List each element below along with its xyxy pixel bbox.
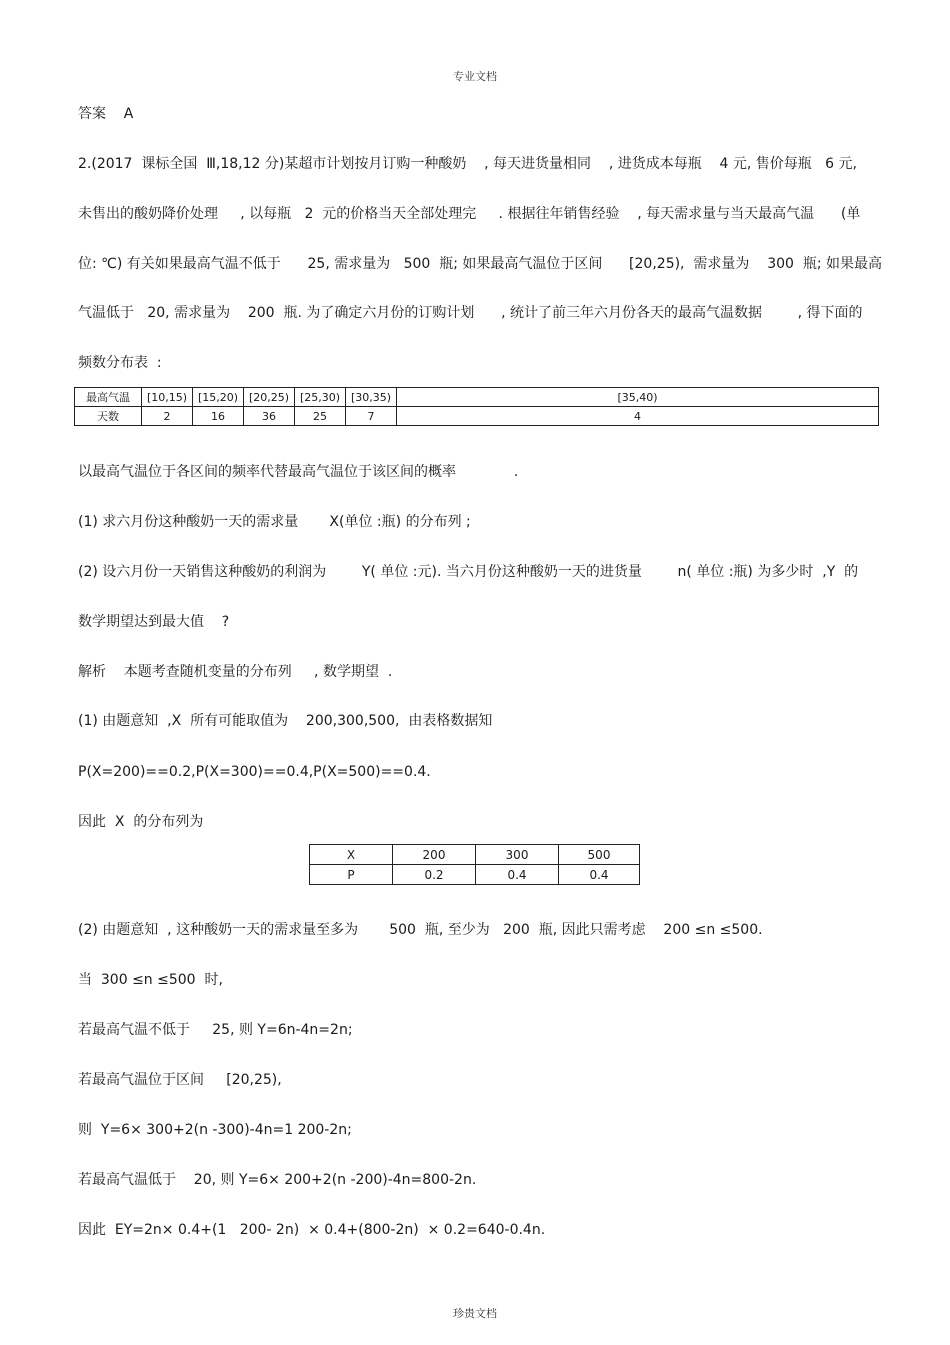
solution-line: P(X=200)==0.2,P(X=300)==0.4,P(X=500)==0.4.: [78, 764, 431, 780]
page-header: 专业文档: [453, 70, 497, 83]
solution-line: 因此 EY=2n× 0.4+(1 200- 2n) × 0.4+(800-2n) × 0.2=640-0.4n.: [78, 1222, 546, 1238]
solution-line: 当 300 ≤n ≤500 时,: [78, 972, 223, 988]
table-cell: X: [310, 845, 393, 865]
table-row: [75, 407, 879, 426]
solution-line: 若最高气温低于 20, 则 Y=6× 200+2(n -200)-4n=800-2n.: [78, 1172, 477, 1188]
solution-line: 若最高气温位于区间 [20,25),: [78, 1072, 282, 1088]
solution-line: (2) 由题意知 , 这种酸奶一天的需求量至多为 500 瓶, 至少为 200 瓶, 因此只需考虑 200 ≤n ≤500.: [78, 922, 763, 938]
table-row: [75, 388, 879, 407]
table-cell: 天数: [75, 407, 142, 426]
distribution-table: [309, 844, 640, 885]
solution-line: 若最高气温不低于 25, 则 Y=6n-4n=2n;: [78, 1022, 353, 1038]
question-2-line-1: (2) 设六月份一天销售这种酸奶的利润为 Y( 单位 :元). 当六月份这种酸奶一天的进货量 n( 单位 :瓶) 为多少时 ,Y 的: [78, 564, 859, 580]
solution-line: 则 Y=6× 300+2(n -300)-4n=1 200-2n;: [78, 1122, 352, 1138]
problem-line-5: 频数分布表 :: [78, 355, 162, 371]
table-cell: [25,30): [295, 388, 346, 407]
analysis-heading: 解析 本题考查随机变量的分布列 , 数学期望 .: [78, 664, 393, 680]
table-row: [310, 845, 640, 865]
table-cell: 0.4: [476, 865, 559, 885]
problem-line-4: 气温低于 20, 需求量为 200 瓶. 为了确定六月份的订购计划 , 统计了前三年六月份各天的最高气温数据 , 得下面的: [78, 305, 863, 321]
table-cell: 最高气温: [75, 388, 142, 407]
table-cell: 0.2: [393, 865, 476, 885]
table-cell: 25: [295, 407, 346, 426]
table-cell: [10,15): [142, 388, 193, 407]
text-line: 以最高气温位于各区间的频率代替最高气温位于该区间的概率 .: [78, 464, 519, 480]
solution-line: (1) 由题意知 ,X 所有可能取值为 200,300,500, 由表格数据知: [78, 713, 493, 729]
table-cell: 36: [244, 407, 295, 426]
table-cell: [30,35): [346, 388, 397, 407]
table-cell: 4: [397, 407, 879, 426]
solution-line: 因此 X 的分布列为: [78, 814, 204, 830]
table-cell: 16: [193, 407, 244, 426]
table-cell: 300: [476, 845, 559, 865]
answer-line: 答案 A: [78, 106, 134, 122]
table-cell: 7: [346, 407, 397, 426]
table-cell: [20,25): [244, 388, 295, 407]
question-1: (1) 求六月份这种酸奶一天的需求量 X(单位 :瓶) 的分布列 ;: [78, 514, 471, 530]
table-cell: P: [310, 865, 393, 885]
table-cell: [35,40): [397, 388, 879, 407]
question-2-line-2: 数学期望达到最大值 ?: [78, 614, 230, 630]
page-footer: 珍贵文档: [453, 1307, 497, 1320]
table-cell: 200: [393, 845, 476, 865]
table-cell: 0.4: [559, 865, 640, 885]
problem-line-3: 位: ℃) 有关如果最高气温不低于 25, 需求量为 500 瓶; 如果最高气温位于区间 [20,25), 需求量为 300 瓶; 如果最高: [78, 256, 882, 272]
table-cell: 500: [559, 845, 640, 865]
table-cell: 2: [142, 407, 193, 426]
table-row: [310, 865, 640, 885]
problem-line-1: 2.(2017 课标全国 Ⅲ,18,12 分)某超市计划按月订购一种酸奶 , 每天进货量相同 , 进货成本每瓶 4 元, 售价每瓶 6 元,: [78, 156, 857, 172]
frequency-table: [74, 387, 879, 426]
table-cell: [15,20): [193, 388, 244, 407]
problem-line-2: 未售出的酸奶降价处理 , 以每瓶 2 元的价格当天全部处理完 . 根据往年销售经验 , 每天需求量与当天最高气温 (单: [78, 206, 861, 222]
